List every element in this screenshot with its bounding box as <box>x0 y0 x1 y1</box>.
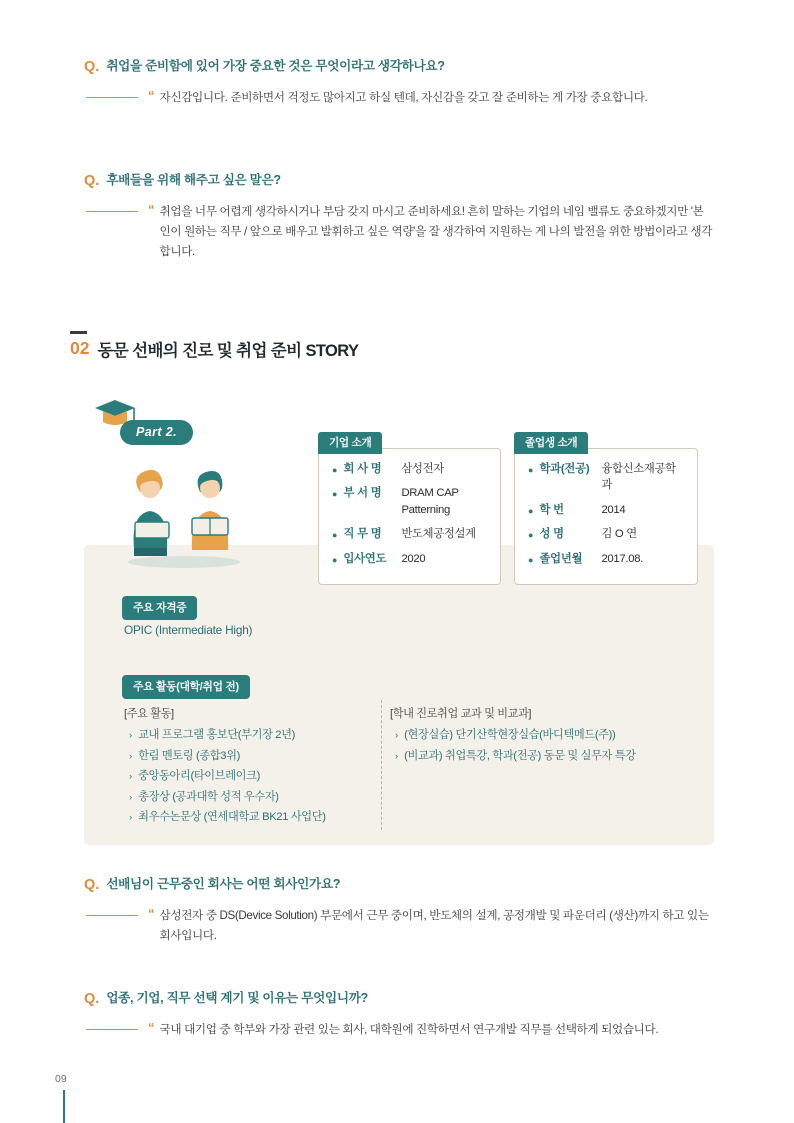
question-row <box>84 58 714 77</box>
list-item <box>124 728 374 743</box>
list-item <box>390 728 710 743</box>
list-item <box>124 769 374 784</box>
list-item <box>124 790 374 805</box>
field-value: 삼성전자 <box>401 463 444 475</box>
chevron-right-icon: › <box>395 750 399 762</box>
question-text: 업종, 기업, 직무 선택 계기 및 이유는 무엇입니까? <box>106 991 368 1005</box>
qa-item-2 <box>84 172 714 262</box>
list-item-label: 교내 프로그램 홍보단(부기장 2년) <box>138 729 296 741</box>
section-title: 동문 선배의 진로 및 취업 준비 STORY <box>97 341 359 360</box>
list-item-label: 최우수논문상 (연세대학교 BK21 사업단) <box>138 811 326 824</box>
question-mark-icon: Q. <box>84 877 100 893</box>
section-number: 02 <box>70 338 90 358</box>
certificate-text: OPIC (Intermediate High) <box>124 623 253 637</box>
answer-dash-icon <box>86 88 148 98</box>
answer-text: 국내 대기업 중 학부와 가장 관련 있는 회사, 대학원에 진학하면서 연구개발 직무를 선택하게 되었습니다. <box>159 1022 659 1036</box>
question-mark-icon: Q. <box>84 991 100 1007</box>
graduate-info-card <box>514 437 698 585</box>
chevron-right-icon: › <box>129 750 133 762</box>
question-row <box>84 172 714 191</box>
list-item <box>124 810 374 825</box>
page-number-rule <box>63 1090 65 1123</box>
chevron-right-icon: › <box>129 771 133 783</box>
answer-text: 취업을 너무 어렵게 생각하시거나 부담 갖지 마시고 준비하세요! 흔히 말하는 기업의 네임 밸류도 중요하겠지만 '본인이 원하는 직무 / 앞으로 배우고 발휘하고 싶은 역량'을 잘 생각하여 지원하는 게 나의 발전을 위한 방법이라고 생각합니다. <box>159 204 713 258</box>
company-field-department <box>332 485 487 518</box>
answer-row <box>84 1020 714 1040</box>
list-item-label: 한림 멘토링 (종합3위) <box>138 749 240 762</box>
chevron-right-icon: › <box>129 791 133 803</box>
question-mark-icon: Q. <box>84 173 100 189</box>
company-field-job <box>332 526 487 542</box>
field-value: 2020 <box>401 552 426 565</box>
field-label: 학과(전공) <box>539 463 590 475</box>
company-field-year <box>332 551 487 567</box>
activities-right-heading: [학내 진로취업 교과 및 비교과] <box>390 708 532 720</box>
company-card-body <box>319 449 500 583</box>
page-number: 09 <box>55 1073 67 1085</box>
bullet-icon: ● <box>332 530 338 541</box>
field-value: 2017.08. <box>601 552 644 565</box>
quote-icon: “ <box>148 201 155 217</box>
answer-dash-icon <box>86 202 148 212</box>
answer-row <box>84 202 714 262</box>
question-mark-icon: Q. <box>84 59 100 75</box>
bullet-icon: ● <box>528 554 534 565</box>
answer-row <box>84 88 714 108</box>
answer-dash-icon <box>86 906 148 916</box>
answer-dash-icon <box>86 1020 148 1030</box>
field-label: 회 사 명 <box>343 463 382 475</box>
quote-icon: “ <box>148 87 155 103</box>
list-item-label: 총장상 (공과대학 성적 우수자) <box>138 790 279 803</box>
bullet-icon: ● <box>332 554 338 565</box>
quote-icon: “ <box>148 905 155 921</box>
activities-left-column <box>124 705 374 831</box>
activities-divider <box>381 700 382 830</box>
qa-item-3 <box>84 876 714 946</box>
activities-left-heading: [주요 활동] <box>124 708 174 720</box>
field-label: 직 무 명 <box>343 528 382 541</box>
question-row <box>84 876 714 895</box>
chevron-right-icon: › <box>395 730 399 741</box>
company-card-tab: 기업 소개 <box>318 432 382 454</box>
grad-field-student-id <box>528 502 684 518</box>
chevron-right-icon: › <box>129 812 133 824</box>
field-value: 2014 <box>601 503 626 516</box>
field-label: 입사연도 <box>343 552 387 565</box>
students-illustration <box>104 452 269 577</box>
list-item-label: (현장실습) 단기산학현장실습(바디텍메드(주)) <box>404 729 616 741</box>
section-number-wrap <box>70 340 89 359</box>
bullet-icon: ● <box>332 489 338 500</box>
qa-item-1 <box>84 58 714 108</box>
field-value: 융합신소재공학과 <box>601 463 676 492</box>
field-value: DRAM CAP Patterning <box>401 487 459 516</box>
question-row <box>84 990 714 1009</box>
answer-row <box>84 906 714 946</box>
qa-item-4 <box>84 990 714 1040</box>
bullet-icon: ● <box>528 465 534 475</box>
section-heading <box>70 340 358 359</box>
question-text: 선배님이 근무중인 회사는 어떤 회사인가요? <box>106 877 341 891</box>
list-item-label: 중앙동아리(타이브레이크) <box>138 770 260 783</box>
field-label: 졸업년월 <box>539 552 583 565</box>
list-item-label: (비교과) 취업특강, 학과(전공) 동문 및 실무자 특강 <box>404 749 636 762</box>
grad-field-name <box>528 526 684 542</box>
activities-tag: 주요 활동(대학/취업 전) <box>122 675 250 699</box>
quote-icon: “ <box>148 1019 155 1035</box>
part-badge: Part 2. <box>120 420 193 445</box>
field-value: 반도체공정설계 <box>401 528 476 541</box>
field-label: 학 번 <box>539 503 564 516</box>
list-item <box>390 749 710 764</box>
certificate-tag: 주요 자격증 <box>122 596 197 620</box>
graduate-card-body <box>515 449 697 583</box>
question-text: 후배들을 위해 해주고 싶은 말은? <box>106 173 281 187</box>
field-value: 김 O 연 <box>601 528 637 541</box>
field-label: 부 서 명 <box>343 487 382 500</box>
activities-right-column <box>390 705 710 769</box>
company-field-name <box>332 461 487 477</box>
question-text: 취업을 준비함에 있어 가장 중요한 것은 무엇이라고 생각하나요? <box>106 59 445 73</box>
answer-text: 삼성전자 중 DS(Device Solution) 부문에서 근무 중이며, 반도체의 설계, 공정개발 및 파운더리 (생산)까지 하고 있는 회사입니다. <box>159 908 709 942</box>
bullet-icon: ● <box>528 505 534 516</box>
grad-field-major <box>528 461 684 494</box>
grad-field-graduation <box>528 551 684 567</box>
bullet-icon: ● <box>332 465 338 475</box>
graduate-card-tab: 졸업생 소개 <box>514 432 588 454</box>
answer-text: 자신감입니다. 준비하면서 걱정도 많아지고 하실 텐데, 자신감을 갖고 잘 준비하는 게 가장 중요합니다. <box>159 90 648 104</box>
section-bar-icon <box>70 331 87 334</box>
company-info-card <box>318 437 501 585</box>
bullet-icon: ● <box>528 530 534 541</box>
chevron-right-icon: › <box>129 730 133 741</box>
field-label: 성 명 <box>539 528 564 541</box>
list-item <box>124 749 374 764</box>
